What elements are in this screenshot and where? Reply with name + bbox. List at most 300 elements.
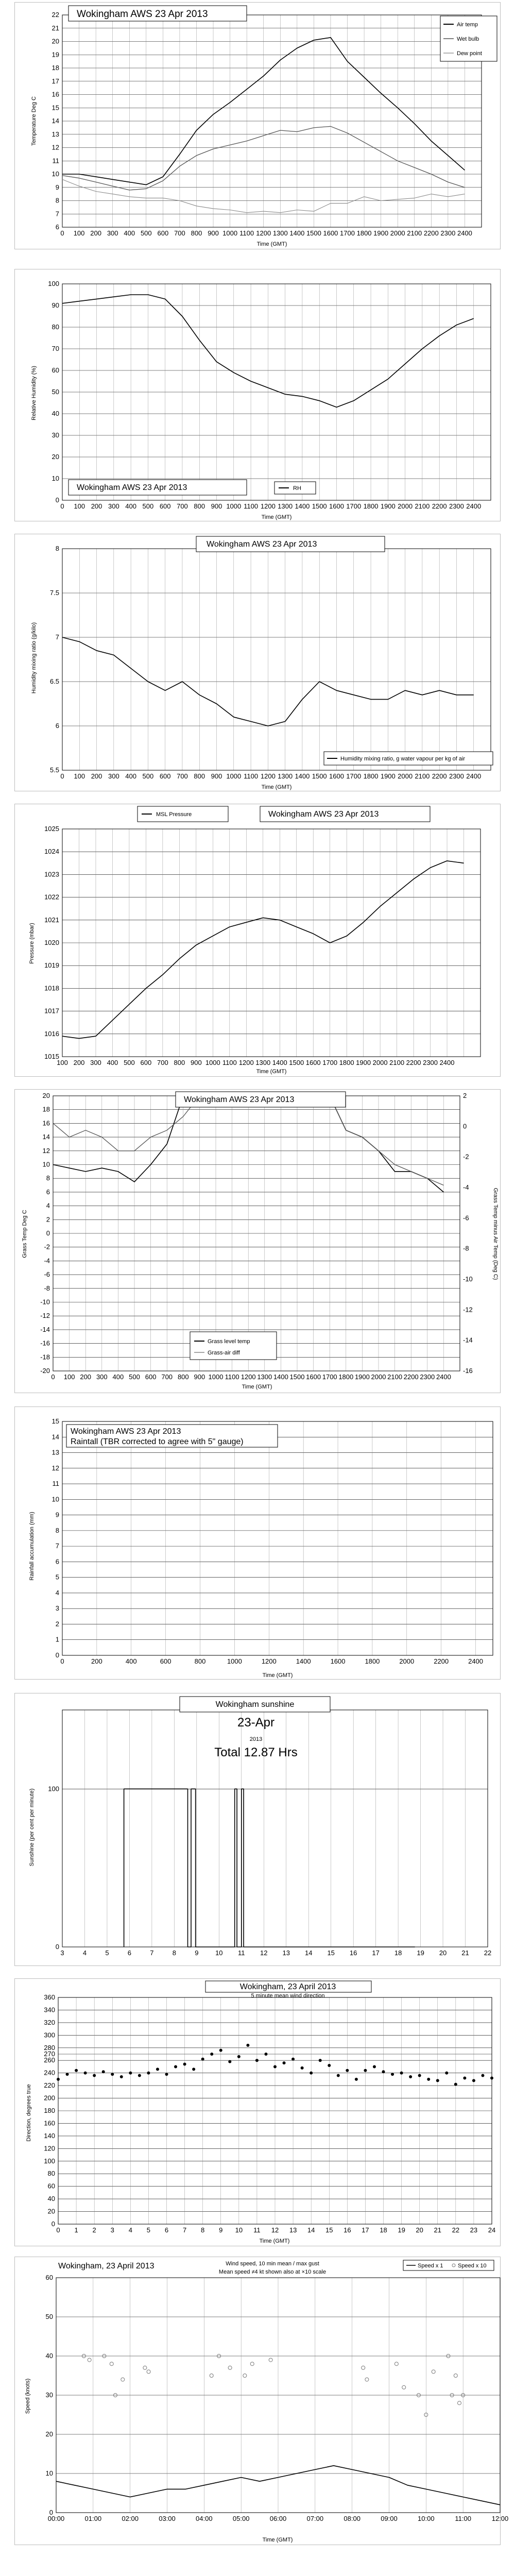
x-tick-label: 1000 (226, 772, 242, 780)
plot-area-frame (62, 1421, 493, 1655)
data-point (454, 2374, 457, 2378)
legend-msl-pressure: MSL Pressure (156, 811, 192, 818)
chart-subtitle: 5 minute mean wind direction (251, 1993, 325, 1999)
x-tick-label: 9 (195, 1949, 199, 1957)
x-tick-label: 04:00 (196, 2515, 213, 2522)
x-tick-label: 2100 (387, 1373, 403, 1381)
y-tick-label: 1025 (44, 825, 59, 833)
y-tick-label: 30 (45, 2391, 53, 2399)
x-tick-label: 0 (60, 1657, 64, 1665)
data-point (210, 2374, 213, 2378)
x-tick-label: 22 (484, 1949, 492, 1957)
chart-title: Wokingham, 23 April 2013 (239, 1982, 336, 1991)
data-point (328, 2064, 331, 2067)
rainfall-chart-panel (14, 1406, 501, 1680)
x-tick-label: 500 (142, 502, 154, 510)
x-tick-label: 300 (108, 772, 119, 780)
x-tick-label: 2300 (449, 772, 464, 780)
x-tick-label: 2200 (423, 229, 439, 237)
data-point (283, 2061, 286, 2064)
x-tick-label: 1300 (278, 502, 293, 510)
x-tick-label: 00:00 (47, 2515, 65, 2522)
data-point (273, 2065, 277, 2068)
data-point (93, 2074, 96, 2077)
y-axis-label: Temperature Deg C (31, 96, 37, 146)
x-axis-label: Time (GMT) (259, 2238, 290, 2244)
chart-subtitle-2: Mean speed ≠4 kt shown also at ×10 scale (218, 2269, 327, 2275)
data-point (382, 2070, 385, 2073)
x-tick-label: 2000 (399, 1657, 415, 1665)
x-tick-label: 1200 (261, 1657, 277, 1665)
data-point (373, 2065, 376, 2068)
data-point (228, 2060, 231, 2063)
x-tick-label: 1900 (380, 772, 396, 780)
y-tick-label: 16 (42, 1119, 50, 1127)
x-tick-label: 1400 (296, 1657, 311, 1665)
chart-title: Wokingham sunshine (215, 1700, 295, 1709)
data-point (111, 2073, 114, 2076)
x-tick-label: 700 (157, 1059, 168, 1066)
x-tick-label: 9 (219, 2226, 223, 2234)
x-tick-label: 1300 (278, 772, 293, 780)
x-tick-label: 1600 (306, 1373, 321, 1381)
data-point (88, 2358, 91, 2362)
x-axis-label: Time (GMT) (261, 784, 292, 790)
data-point (264, 2053, 267, 2056)
y-tick-label: -20 (40, 1367, 50, 1375)
x-tick-label: 100 (63, 1373, 75, 1381)
x-tick-label: 21 (434, 2226, 441, 2234)
y-tick-label: 14 (52, 117, 59, 125)
y-tick-label: 320 (44, 2018, 55, 2026)
x-tick-label: 2100 (407, 229, 422, 237)
x-tick-label: 600 (140, 1059, 152, 1066)
grass-temperature-chart (15, 1090, 500, 1393)
y-tick-label: 8 (55, 196, 59, 205)
x-tick-label: 1600 (329, 772, 344, 780)
y-tick-label: 340 (44, 2006, 55, 2014)
data-point (457, 2401, 461, 2405)
x-tick-label: 700 (161, 1373, 173, 1381)
legend-rh: RH (293, 485, 301, 492)
x-tick-label: 1 (74, 2226, 78, 2234)
x-tick-label: 0 (51, 1373, 55, 1381)
x-tick-label: 2200 (434, 1657, 449, 1665)
y-axis-label: Grass Temp Deg C (22, 1210, 28, 1258)
x-tick-label: 13 (289, 2226, 297, 2234)
x-tick-label: 1800 (338, 1373, 354, 1381)
x-tick-label: 400 (112, 1373, 124, 1381)
data-point (192, 2067, 195, 2071)
data-point (243, 2374, 247, 2378)
y-tick-label: 14 (42, 1133, 50, 1141)
x-tick-label: 900 (190, 1059, 202, 1066)
x-tick-label: 4 (82, 1949, 87, 1957)
x-tick-label: 5 (105, 1949, 109, 1957)
y-tick-label: 270 (44, 2050, 55, 2058)
x-tick-label: 0 (60, 772, 64, 780)
x-tick-label: 12 (260, 1949, 268, 1957)
temperature-chart (15, 3, 500, 249)
chart-title: Wokingham AWS 23 Apr 2013 (77, 9, 208, 20)
y-tick-label: 11 (52, 1480, 59, 1488)
x-tick-label: 20 (416, 2226, 423, 2234)
x-tick-label: 1600 (330, 1657, 346, 1665)
x-tick-label: 05:00 (232, 2515, 250, 2522)
x-tick-label: 18 (394, 1949, 402, 1957)
x-tick-label: 1900 (356, 1059, 371, 1066)
data-point (269, 2358, 272, 2362)
x-tick-label: 400 (124, 229, 135, 237)
x-tick-label: 19 (417, 1949, 424, 1957)
y-tick-label-right: -2 (463, 1153, 469, 1161)
y-tick-label: 120 (44, 2144, 55, 2153)
y-tick-label: 13 (52, 130, 59, 138)
x-tick-label: 2300 (440, 229, 456, 237)
x-tick-label: 2200 (432, 502, 447, 510)
y-tick-label: 6 (55, 722, 59, 730)
x-tick-label: 800 (177, 1373, 189, 1381)
legend-grass-air-diff: Grass-air diff (208, 1350, 240, 1356)
pressure-chart-panel (14, 804, 501, 1077)
x-tick-label: 600 (157, 229, 169, 237)
y-tick-label: 5 (55, 1573, 59, 1581)
x-tick-label: 1600 (329, 502, 344, 510)
data-point (237, 2055, 241, 2058)
y-tick-label: -16 (40, 1339, 50, 1347)
x-tick-label: 08:00 (344, 2515, 360, 2522)
x-tick-label: 1300 (255, 1059, 271, 1066)
y-tick-label: 11 (52, 157, 59, 165)
x-tick-label: 20 (439, 1949, 447, 1957)
x-tick-label: 16 (349, 1949, 357, 1957)
data-point (66, 2073, 69, 2076)
y-tick-label: 40 (45, 2352, 53, 2360)
y-tick-label: 1022 (44, 893, 59, 901)
y-tick-label: 20 (52, 37, 59, 45)
x-tick-label: 10 (215, 1949, 223, 1957)
grass-temperature-chart-panel (14, 1089, 501, 1393)
x-tick-label: 100 (73, 229, 85, 237)
x-tick-label: 2100 (415, 772, 430, 780)
x-axis-label: Time (GMT) (256, 241, 287, 247)
wind-speed-chart-panel (14, 2257, 509, 2545)
data-point (418, 2074, 421, 2077)
y-tick-label: 10 (42, 1160, 50, 1168)
x-tick-label: 1700 (346, 772, 362, 780)
y-tick-label-right: -16 (463, 1367, 473, 1375)
y-tick-label: 100 (44, 2157, 55, 2165)
x-axis-label: Time (GMT) (262, 2537, 293, 2543)
x-tick-label: 1900 (380, 502, 396, 510)
y-axis-label: Rainfall accumulation (mm) (29, 1512, 35, 1581)
date-label: 23-Apr (237, 1716, 275, 1730)
data-point (156, 2067, 159, 2071)
x-tick-label: 1800 (365, 1657, 380, 1665)
y-tick-label: 20 (47, 2207, 55, 2215)
y-tick-label: 1 (55, 1635, 59, 1643)
y-tick-label: 260 (44, 2056, 55, 2064)
y-tick-label: 7 (55, 633, 59, 641)
y-tick-label: 12 (52, 143, 59, 151)
data-point (138, 2074, 141, 2077)
data-point (291, 2058, 295, 2061)
data-point (391, 2073, 394, 2076)
x-tick-label: 1100 (244, 772, 259, 780)
humidity-chart (15, 269, 500, 521)
y-tick-label: 3 (55, 1604, 59, 1613)
x-tick-label: 2400 (457, 229, 472, 237)
x-tick-label: 03:00 (159, 2515, 176, 2522)
x-tick-label: 1800 (363, 772, 379, 780)
y-tick-label: 60 (47, 2182, 55, 2190)
y-tick-label: 60 (45, 2274, 53, 2281)
wind-speed-chart (15, 2257, 509, 2545)
x-tick-label: 0 (60, 502, 64, 510)
x-tick-label: 1400 (273, 1373, 288, 1381)
x-tick-label: 800 (174, 1059, 185, 1066)
y-tick-label: 6.5 (49, 677, 59, 685)
data-point (364, 2069, 367, 2072)
x-tick-label: 2400 (468, 1657, 484, 1665)
x-tick-label: 2000 (398, 502, 413, 510)
y-tick-label: 180 (44, 2107, 55, 2114)
data-point (219, 2049, 222, 2052)
x-tick-label: 1800 (339, 1059, 354, 1066)
x-tick-label: 1000 (208, 1373, 224, 1381)
temperature-chart-panel (14, 2, 501, 249)
series-line (124, 1789, 415, 1947)
x-tick-label: 600 (160, 1657, 171, 1665)
x-tick-label: 1400 (272, 1059, 287, 1066)
y-tick-label: 1020 (44, 939, 59, 946)
data-point (481, 2074, 484, 2077)
y-tick-label: -2 (44, 1243, 50, 1251)
x-axis-label: Time (GMT) (262, 1672, 293, 1679)
x-tick-label: 2300 (423, 1059, 438, 1066)
data-point (337, 2074, 340, 2077)
x-tick-label: 1500 (289, 1373, 305, 1381)
mixing-ratio-chart-panel (14, 534, 501, 791)
y-tick-label: 8 (55, 545, 59, 552)
y-axis-label: Pressure (mbar) (29, 923, 35, 964)
data-point (183, 2063, 186, 2066)
y-tick-label: 90 (52, 301, 59, 309)
data-point (120, 2075, 123, 2078)
x-tick-label: 1200 (260, 502, 276, 510)
x-tick-label: 1200 (260, 772, 276, 780)
x-tick-label: 500 (140, 229, 152, 237)
x-tick-label: 02:00 (122, 2515, 139, 2522)
y-tick-label: 10 (52, 170, 59, 178)
x-tick-label: 06:00 (269, 2515, 287, 2522)
y-tick-label: 140 (44, 2131, 55, 2140)
legend-mixing-ratio: Humidity mixing ratio, g water vapour per kg of air (340, 756, 466, 762)
y-tick-label: -14 (40, 1325, 50, 1333)
x-tick-label: 600 (159, 502, 171, 510)
y-tick-label: 22 (52, 11, 59, 19)
x-tick-label: 1900 (354, 1373, 370, 1381)
y-tick-label: 14 (52, 1433, 59, 1441)
x-tick-label: 13 (282, 1949, 290, 1957)
y-tick-label: 1019 (44, 961, 59, 970)
data-point (121, 2378, 125, 2381)
y-tick-label-right: -4 (463, 1183, 469, 1191)
x-tick-label: 6 (164, 2226, 169, 2234)
y-tick-label: 17 (52, 77, 59, 85)
y-tick-label: 15 (52, 1417, 59, 1425)
data-point (129, 2072, 132, 2075)
sunshine-chart-panel (14, 1693, 501, 1966)
y-tick-label: 6 (55, 1557, 59, 1566)
y-tick-label: 50 (52, 388, 59, 396)
x-tick-label: 15 (327, 1949, 335, 1957)
x-tick-label: 07:00 (306, 2515, 324, 2522)
y-tick-label: 100 (48, 1785, 59, 1793)
y-tick-label: 1016 (44, 1029, 59, 1038)
x-tick-label: 1500 (312, 772, 327, 780)
x-tick-label: 24 (488, 2226, 496, 2234)
data-point (355, 2078, 358, 2081)
x-tick-label: 21 (461, 1949, 469, 1957)
x-tick-label: 400 (125, 1657, 137, 1665)
x-axis-label: Time (GMT) (261, 514, 292, 520)
y-tick-label: 0 (51, 2220, 55, 2228)
y-tick-label: -4 (44, 1257, 50, 1265)
data-point (365, 2378, 369, 2381)
y-tick-label: 4 (55, 1588, 59, 1597)
data-point (250, 2362, 254, 2366)
x-tick-label: 700 (174, 229, 185, 237)
chart-subtitle: Raintall (TBR corrected to agree with 5" gauge) (71, 1437, 244, 1446)
data-point (201, 2058, 204, 2061)
data-point (255, 2059, 259, 2062)
data-point (472, 2079, 475, 2082)
y-tick-label: 40 (47, 2195, 55, 2203)
x-tick-label: 19 (398, 2226, 405, 2234)
x-tick-label: 1500 (289, 1059, 304, 1066)
x-tick-label: 200 (90, 229, 101, 237)
chart-title: Wokingham AWS 23 Apr 2013 (71, 1427, 181, 1436)
y-tick-label: 20 (52, 453, 59, 461)
y-tick-label: 16 (52, 90, 59, 98)
data-point (210, 2053, 213, 2056)
data-point (409, 2075, 412, 2078)
x-tick-label: 11 (238, 1949, 245, 1957)
x-tick-label: 100 (57, 1059, 68, 1066)
legend-wet-bulb: Wet bulb (457, 36, 479, 42)
data-point (57, 2078, 60, 2081)
chart-title: Wokingham AWS 23 Apr 2013 (268, 810, 379, 819)
x-tick-label: 1000 (205, 1059, 220, 1066)
x-tick-label: 09:00 (381, 2515, 398, 2522)
y-tick-label: 20 (45, 2430, 53, 2438)
x-tick-label: 18 (380, 2226, 387, 2234)
pressure-chart (15, 804, 500, 1076)
x-tick-label: 300 (96, 1373, 108, 1381)
x-tick-label: 1200 (238, 1059, 254, 1066)
x-tick-label: 11 (253, 2226, 261, 2234)
y-tick-label: 7 (55, 1542, 59, 1550)
x-tick-label: 800 (194, 502, 205, 510)
x-tick-label: 2100 (389, 1059, 405, 1066)
x-tick-label: 1500 (306, 229, 321, 237)
y-tick-label: -8 (44, 1284, 50, 1292)
data-point (165, 2073, 168, 2076)
data-point (228, 2366, 232, 2369)
plot-area-frame (62, 549, 491, 770)
y-tick-label: -6 (44, 1270, 50, 1279)
data-point (174, 2065, 177, 2068)
x-tick-label: 300 (107, 229, 118, 237)
y-tick-label: 5.5 (49, 766, 59, 774)
x-tick-label: 2400 (436, 1373, 451, 1381)
x-tick-label: 1000 (227, 1657, 242, 1665)
y-tick-label: 12 (52, 1464, 59, 1472)
y-tick-label: 19 (52, 50, 59, 59)
x-tick-label: 1600 (323, 229, 338, 237)
y-tick-label: 10 (52, 1495, 59, 1503)
x-tick-label: 7 (182, 2226, 187, 2234)
data-point (402, 2385, 406, 2389)
x-tick-label: 1300 (257, 1373, 272, 1381)
x-tick-label: 700 (177, 502, 188, 510)
y-tick-label: 220 (44, 2081, 55, 2090)
x-tick-label: 3 (110, 2226, 114, 2234)
wind-direction-chart-panel (14, 1978, 501, 2246)
y-tick-label: 300 (44, 2031, 55, 2039)
x-tick-label: 10:00 (418, 2515, 435, 2522)
humidity-chart-panel (14, 269, 501, 521)
x-tick-label: 14 (307, 2226, 315, 2234)
x-tick-label: 700 (177, 772, 188, 780)
y-axis-label: Relative Humidity (%) (31, 366, 37, 420)
x-tick-label: 2100 (415, 502, 430, 510)
x-tick-label: 16 (344, 2226, 351, 2234)
x-tick-label: 800 (191, 229, 202, 237)
x-tick-label: 01:00 (84, 2515, 102, 2522)
x-tick-label: 8 (172, 1949, 176, 1957)
x-tick-label: 500 (124, 1059, 135, 1066)
x-tick-label: 200 (80, 1373, 92, 1381)
y-tick-label-right: 0 (463, 1122, 467, 1130)
x-tick-label: 12:00 (491, 2515, 509, 2522)
y-tick-label: 20 (42, 1092, 50, 1099)
x-tick-label: 1400 (295, 502, 310, 510)
x-tick-label: 2200 (432, 772, 447, 780)
x-tick-label: 1700 (322, 1059, 338, 1066)
x-tick-label: 800 (194, 1657, 206, 1665)
year-label: 2013 (249, 1736, 263, 1742)
legend-air-temp: Air temp (457, 22, 478, 28)
x-tick-label: 400 (107, 1059, 118, 1066)
x-tick-label: 2400 (439, 1059, 455, 1066)
x-tick-label: 100 (74, 502, 85, 510)
x-tick-label: 500 (129, 1373, 140, 1381)
y-tick-label: 360 (44, 1993, 55, 2001)
x-tick-label: 2400 (466, 502, 482, 510)
y-tick-label: 2 (46, 1215, 50, 1224)
data-point (362, 2366, 365, 2369)
x-tick-label: 0 (60, 229, 64, 237)
y-tick-label: 2 (55, 1620, 59, 1628)
y-axis-label: Sunshine (per cent per minute) (29, 1788, 35, 1867)
x-tick-label: 200 (73, 1059, 85, 1066)
x-axis-label: Time (GMT) (242, 1384, 272, 1390)
y-tick-label: 280 (44, 2043, 55, 2052)
x-tick-label: 17 (372, 1949, 380, 1957)
rainfall-chart (15, 1407, 500, 1679)
